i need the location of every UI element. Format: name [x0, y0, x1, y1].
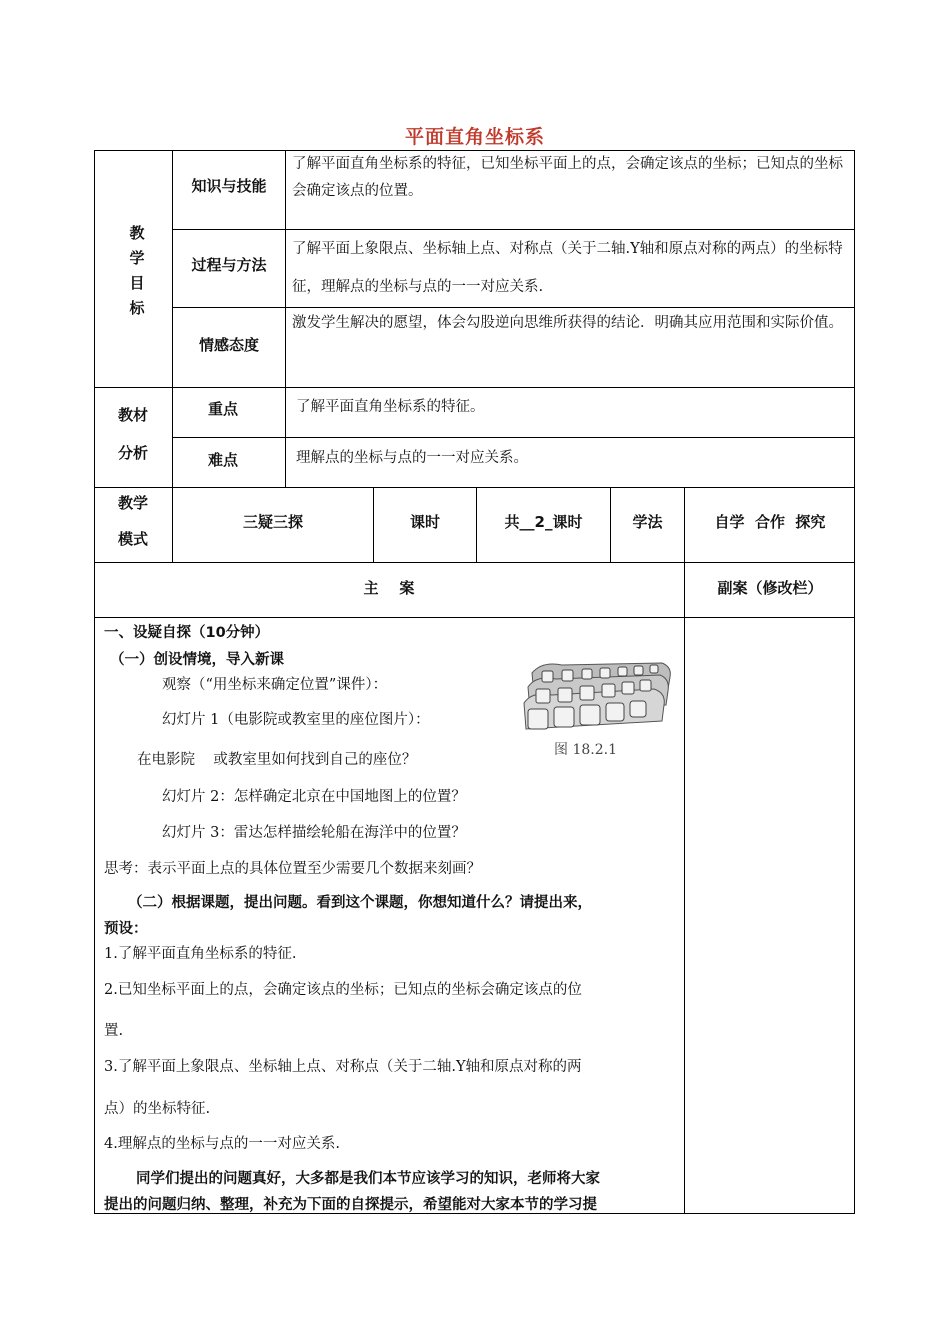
key-point-label: 重点: [207, 400, 238, 418]
side-plan-header: 副案（修改栏）: [717, 579, 823, 597]
list-item: 置.: [104, 1023, 124, 1039]
list-item: 点）的坐标特征.: [104, 1101, 211, 1117]
objectives-label-char: 教: [129, 224, 145, 242]
list-item: 3.了解平面上象限点、坐标轴上点、对称点（关于二轴.Y轴和原点对称的两: [104, 1059, 582, 1075]
list-item: 1.了解平面直角坐标系的特征.: [104, 946, 297, 962]
objective-text: 了解平面直角坐标系的特征，已知坐标平面上的点，会确定该点的坐标；已知点的坐标会确定该点的位置。: [292, 156, 843, 199]
hours-value: 共__2_课时: [504, 513, 583, 531]
subsection-heading: （一）创设情境，导入新课: [110, 652, 284, 668]
table-rule: [94, 562, 855, 563]
paragraph: 幻灯片 2：怎样确定北京在中国地图上的位置？: [162, 789, 466, 805]
figure-caption: 图 18.2.1: [554, 742, 617, 758]
page-title: 平面直角坐标系: [404, 126, 545, 148]
paragraph: 同学们提出的问题真好，大多都是我们本节应该学习的知识，老师将大家: [136, 1171, 600, 1187]
difficulty-text: 理解点的坐标与点的一一对应关系。: [296, 450, 528, 466]
paragraph: 在电影院 或教室里如何找到自己的座位？: [137, 752, 417, 768]
objectives-label-char: 学: [129, 249, 145, 267]
method-label: 学法: [632, 513, 663, 531]
table-rule: [94, 387, 855, 388]
objective-label: 情感态度: [198, 336, 259, 354]
table-rule: [94, 617, 855, 618]
key-point-text: 了解平面直角坐标系的特征。: [296, 399, 485, 415]
table-rule: [172, 150, 173, 562]
table-rule: [285, 150, 286, 487]
hours-label: 课时: [409, 513, 440, 531]
objectives-label-char: 目: [129, 274, 145, 292]
main-plan-header: 主 案: [363, 579, 415, 597]
objective-label: 过程与方法: [191, 256, 267, 274]
paragraph: 提出的问题归纳、整理，补充为下面的自探提示，希望能对大家本节的学习提: [104, 1197, 597, 1213]
paragraph: 观察（“用坐标来确定位置”课件）：: [162, 677, 388, 693]
paragraph: 思考：表示平面上点的具体位置至少需要几个数据来刻画？: [104, 861, 481, 877]
mode-value: 三疑三探: [242, 513, 303, 531]
paragraph: 幻灯片 1（电影院或教室里的座位图片）：: [162, 712, 430, 728]
method-value: 自学 合作 探究: [714, 513, 826, 531]
objective-text: 了解平面上象限点、坐标轴上点、对称点（关于二轴.Y轴和原点对称的两点）的坐标特征，理解点的坐标与点的一一对应关系.: [292, 241, 843, 295]
mode-label: 教学: [117, 494, 148, 512]
mode-label: 模式: [117, 530, 148, 548]
list-item: 4.理解点的坐标与点的一一对应关系.: [104, 1136, 340, 1152]
objective-text: 激发学生解决的愿望，体会勾股逆向思维所获得的结论．明确其应用范围和实际价值。: [292, 315, 843, 331]
table-rule: [172, 437, 855, 438]
objective-label: 知识与技能: [191, 177, 267, 195]
table-rule: [94, 487, 855, 488]
analysis-label: 分析: [117, 444, 148, 462]
paragraph: 幻灯片 3：雷达怎样描绘轮船在海洋中的位置？: [162, 825, 466, 841]
objectives-label-char: 标: [129, 299, 145, 317]
list-item: 2.已知坐标平面上的点，会确定该点的坐标；已知点的坐标会确定该点的位: [104, 982, 582, 998]
seats-figure: [522, 655, 672, 737]
subsection-heading: （二）根据课题，提出问题。看到这个课题，你想知道什么？请提出来，: [128, 895, 592, 911]
section-heading: 一、设疑自探（10分钟）: [104, 625, 270, 641]
subsection-heading: 预设：: [104, 921, 148, 937]
analysis-label: 教材: [117, 406, 148, 424]
difficulty-label: 难点: [207, 451, 238, 469]
